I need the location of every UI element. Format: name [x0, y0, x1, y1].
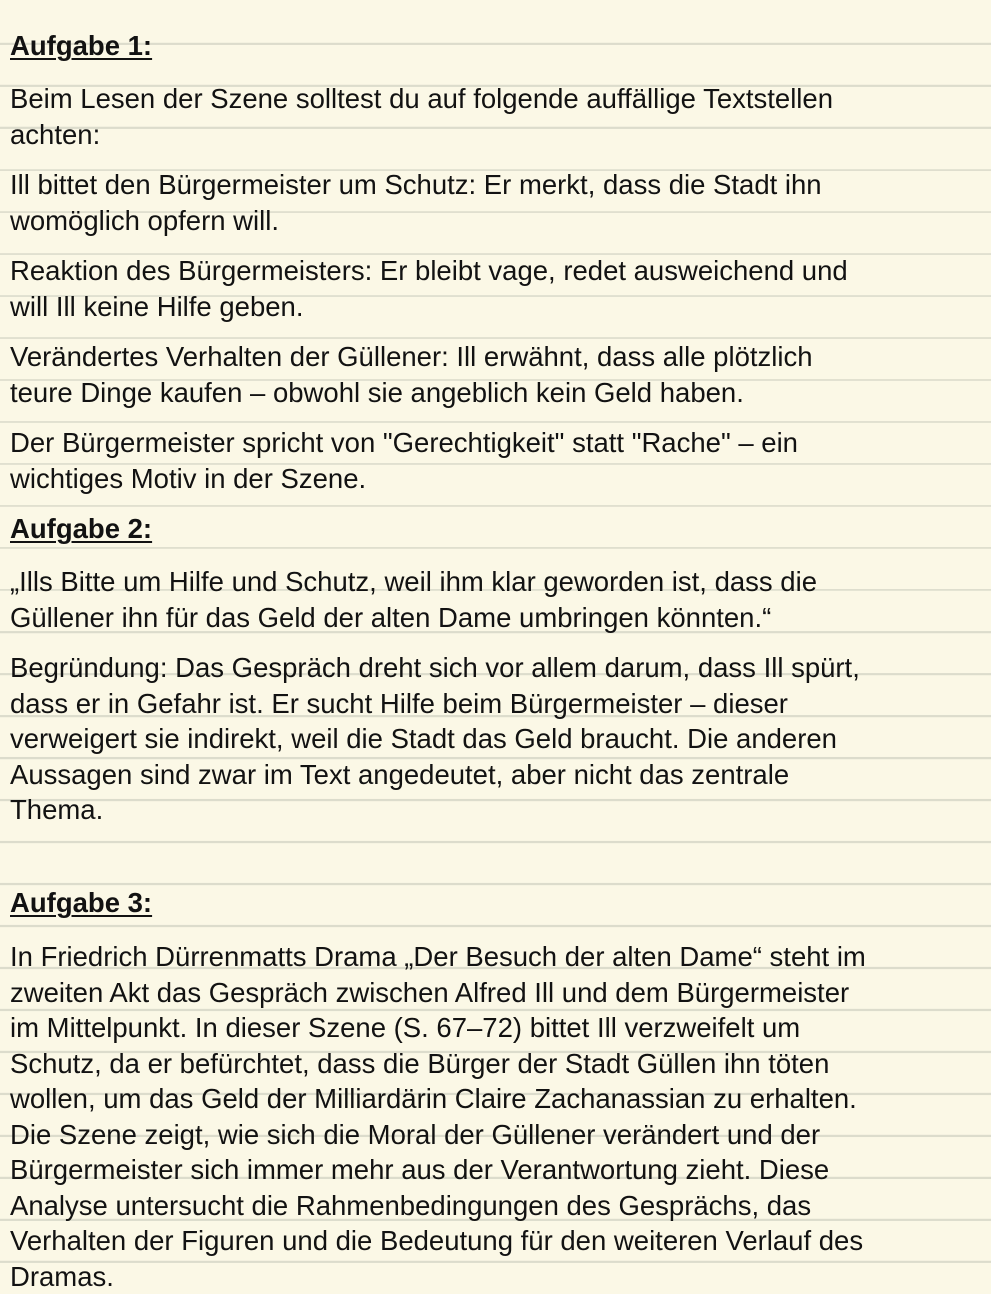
- text-line: Aussagen sind zwar im Text angedeutet, aber nicht das zentrale: [10, 757, 985, 793]
- text-line: Begründung: Das Gespräch dreht sich vor allem darum, dass Ill spürt,: [10, 650, 985, 686]
- text-line: Der Bürgermeister spricht von "Gerechtigkeit" statt "Rache" – ein: [10, 425, 985, 461]
- text-line: Güllener ihn für das Geld der alten Dame umbringen könnten.“: [10, 600, 985, 636]
- aufgabe-1-point: [10, 253, 985, 324]
- text-line: dass er in Gefahr ist. Er sucht Hilfe beim Bürgermeister – dieser: [10, 686, 985, 722]
- text-line: verweigert sie indirekt, weil die Stadt das Geld braucht. Die anderen: [10, 721, 985, 757]
- text-line: Analyse untersucht die Rahmenbedingungen des Gesprächs, das: [10, 1188, 985, 1224]
- text-line: Thema.: [10, 792, 985, 828]
- text-line: will Ill keine Hilfe geben.: [10, 289, 985, 325]
- text-line: im Mittelpunkt. In dieser Szene (S. 67–72) bittet Ill verzweifelt um: [10, 1010, 985, 1046]
- text-line: Die Szene zeigt, wie sich die Moral der Güllener verändert und der: [10, 1117, 985, 1153]
- text-line: achten:: [10, 117, 985, 153]
- aufgabe-2-reasoning: [10, 650, 985, 828]
- aufgabe-2-quote: [10, 564, 985, 635]
- text-line: Bürgermeister sich immer mehr aus der Verantwortung zieht. Diese: [10, 1152, 985, 1188]
- aufgabe-1-point: [10, 425, 985, 496]
- aufgabe-3-paragraph: [10, 939, 985, 1294]
- aufgabe-1-intro: [10, 81, 985, 152]
- aufgabe-3-heading: Aufgabe 3:: [10, 885, 152, 921]
- text-line: teure Dinge kaufen – obwohl sie angeblich kein Geld haben.: [10, 375, 985, 411]
- text-line: Reaktion des Bürgermeisters: Er bleibt vage, redet ausweichend und: [10, 253, 985, 289]
- text-line: wichtiges Motiv in der Szene.: [10, 461, 985, 497]
- text-line: zweiten Akt das Gespräch zwischen Alfred Ill und dem Bürgermeister: [10, 975, 985, 1011]
- text-line: wollen, um das Geld der Milliardärin Claire Zachanassian zu erhalten.: [10, 1081, 985, 1117]
- text-line: Dramas.: [10, 1259, 985, 1294]
- text-line: Verhalten der Figuren und die Bedeutung für den weiteren Verlauf des: [10, 1223, 985, 1259]
- text-line: Beim Lesen der Szene solltest du auf folgende auffällige Textstellen: [10, 81, 985, 117]
- aufgabe-1-point: [10, 167, 985, 238]
- aufgabe-1-heading: Aufgabe 1:: [10, 28, 152, 64]
- text-line: Ill bittet den Bürgermeister um Schutz: Er merkt, dass die Stadt ihn: [10, 167, 985, 203]
- aufgabe-2-heading: Aufgabe 2:: [10, 511, 152, 547]
- text-line: In Friedrich Dürrenmatts Drama „Der Besuch der alten Dame“ steht im: [10, 939, 985, 975]
- text-line: womöglich opfern will.: [10, 203, 985, 239]
- text-line: Verändertes Verhalten der Güllener: Ill erwähnt, dass alle plötzlich: [10, 339, 985, 375]
- text-line: Schutz, da er befürchtet, dass die Bürger der Stadt Güllen ihn töten: [10, 1046, 985, 1082]
- aufgabe-1-point: [10, 339, 985, 410]
- text-line: „Ills Bitte um Hilfe und Schutz, weil ihm klar geworden ist, dass die: [10, 564, 985, 600]
